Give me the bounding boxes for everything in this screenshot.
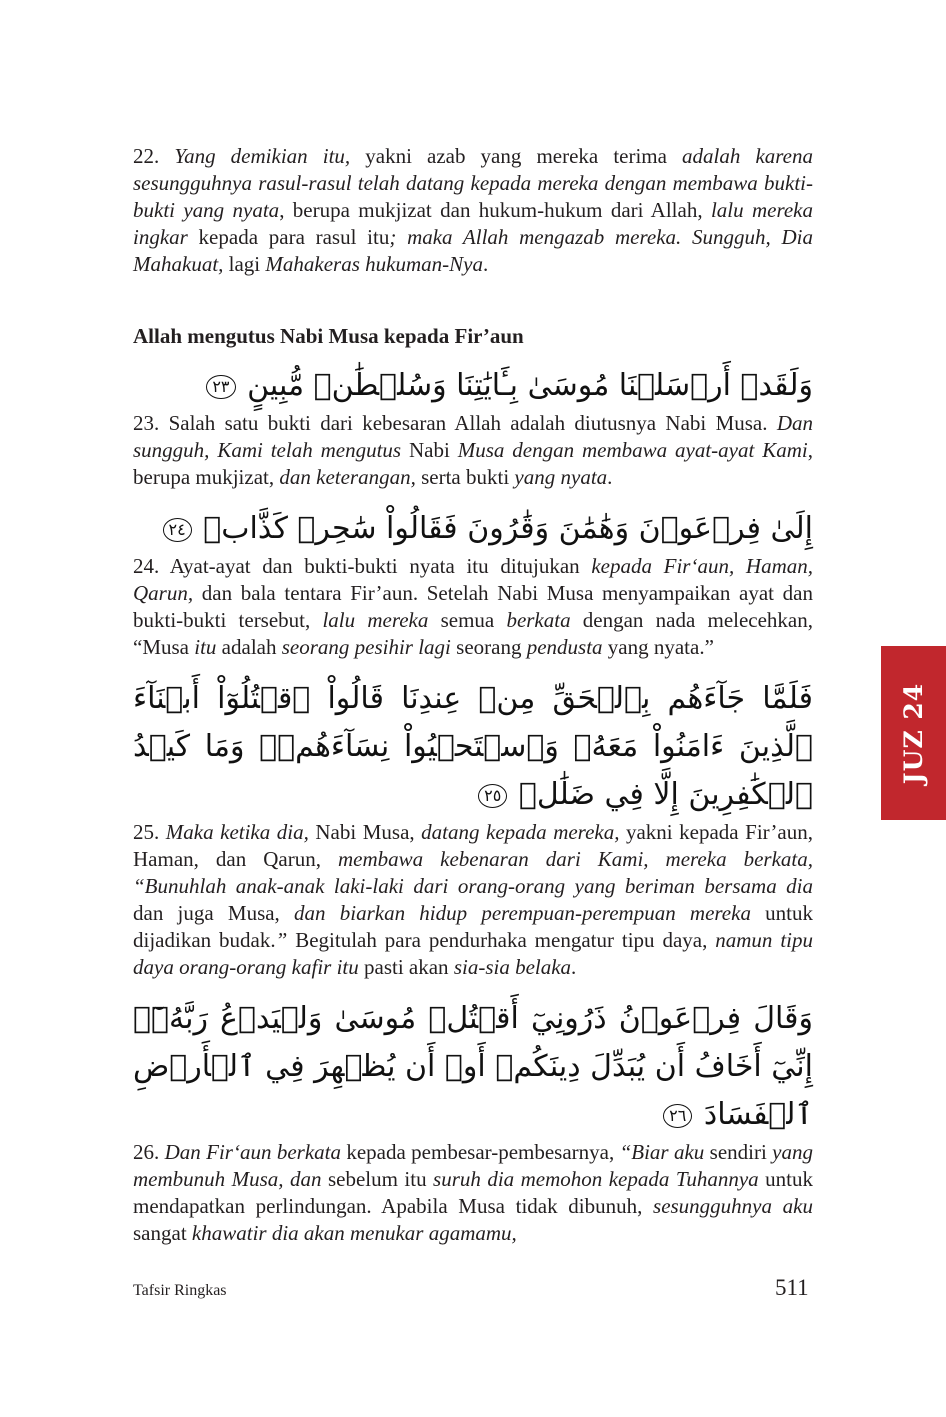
text-segment: sia-sia belaka [453, 955, 572, 979]
arabic-verse-24 [133, 505, 813, 553]
text-segment: yang membunuh Musa, dan [133, 1140, 813, 1191]
text-segment: untuk mendapatkan perlindungan. Apabila Musa tidak dibunuh, [133, 1167, 813, 1218]
text-segment: . [571, 955, 577, 979]
text-segment: lalu mereka [322, 608, 429, 632]
text-segment: Mahakeras hukuman-Nya [265, 252, 483, 276]
text-segment: Yang demikian itu, [174, 144, 351, 168]
text-segment: Maka ketika dia, [165, 820, 309, 844]
arabic-text: وَقَالَ فِرۡعَوۡنُ ذَرُونِيٓ أَقۡتُلۡ مُوسَىٰ وَلۡيَدۡعُ رَبَّهُۥٓۖ إِنِّيٓ أَخَافُ أَن يُبَدِّلَ دِينَكُمۡ أَوۡ أَن يُظۡهِرَ فِي ٱلۡأَرۡضِ ٱلۡفَسَادَ [133, 1001, 813, 1132]
text-segment: 25. [133, 820, 166, 844]
text-segment: berkata [506, 608, 571, 632]
text-segment: Dan Fir‘aun berkata [164, 1140, 341, 1164]
text-segment: pendusta [526, 635, 603, 659]
arabic-text: وَلَقَدۡ أَرۡسَلۡنَا مُوسَىٰ بِـَٔايَٰتِنَا وَسُلۡطَٰنٖ مُّبِينٍ [247, 368, 813, 403]
text-segment: serta bukti [415, 465, 515, 489]
text-segment: pasti akan [358, 955, 454, 979]
text-segment: Dan sungguh, Kami telah mengutus [133, 411, 813, 462]
text-segment: dan biarkan hidup perempuan-perempuan mereka [294, 901, 751, 925]
juz-label: JUZ 24 [899, 682, 928, 784]
paragraph-26 [133, 1139, 813, 1247]
text-segment: yakni kepada Fir’aun, Haman, dan Qarun, [133, 820, 814, 871]
verse-number-badge: ٢٤ [163, 518, 192, 542]
text-segment: adalah [216, 635, 282, 659]
text-segment: dan keterangan, [279, 465, 416, 489]
text-segment: dengan nada melecehkan, “Musa [133, 608, 814, 659]
text-segment: ” [275, 928, 288, 952]
arabic-text: إِلَىٰ فِرۡعَوۡنَ وَهَٰمَٰنَ وَقَٰرُونَ فَقَالُواْ سَٰحِرٞ كَذَّابٞ [203, 511, 813, 546]
text-segment: sangat [133, 1221, 192, 1245]
text-segment: seorang pesihir lagi [281, 635, 451, 659]
text-segment: sendiri [704, 1140, 773, 1164]
text-segment: 26. [133, 1140, 165, 1164]
verse-number-badge: ٢٥ [478, 784, 507, 808]
footer-page-number: 511 [775, 1275, 809, 1300]
page-content [133, 143, 813, 1247]
text-segment: , berupa mukjizat dan hukum-hukum dari Allah, [279, 198, 711, 222]
text-segment: 23. Salah satu bukti dari kebesaran Allah adalah diutusnya Nabi Musa. [133, 411, 777, 435]
text-segment: khawatir dia akan menukar agamamu, [191, 1221, 517, 1245]
text-segment: dan bala tentara Fir’aun. Setelah Nabi Musa menyampaikan ayat dan bukti-bukti tersebut, [133, 581, 813, 632]
text-segment: kepada Fir‘aun, Haman, Qarun, [133, 554, 813, 605]
text-segment: Nabi Musa, [308, 820, 422, 844]
verse-number-badge: ٢٦ [663, 1104, 692, 1128]
text-segment: Musa dengan membawa ayat-ayat Kami [457, 438, 808, 462]
text-segment: yakni azab yang mereka terima [350, 144, 683, 168]
paragraph-24 [133, 553, 813, 661]
arabic-verse-26 [133, 995, 813, 1139]
paragraph-23 [133, 410, 813, 491]
text-segment: untuk dijadikan budak. [133, 901, 813, 952]
text-segment: suruh dia memohon kepada Tuhannya [433, 1167, 759, 1191]
text-segment: , berupa mukjizat, [133, 438, 813, 489]
text-segment: itu [194, 635, 217, 659]
text-segment: 24. Ayat-ayat dan bukti-bukti nyata itu ditujukan [133, 554, 592, 578]
text-segment: datang kepada mereka, [421, 820, 620, 844]
text-segment: kepada pembesar-pembesarnya, [340, 1140, 620, 1164]
text-segment: seorang [450, 635, 527, 659]
text-segment: sebelum itu [321, 1167, 434, 1191]
paragraph-22 [133, 143, 813, 278]
text-segment: semua [428, 608, 507, 632]
text-segment: sesungguhnya aku [653, 1194, 813, 1218]
text-segment: yang nyata.” [602, 635, 714, 659]
text-segment: . [482, 252, 489, 276]
text-segment: . [607, 465, 613, 489]
text-segment: yang nyata [514, 465, 608, 489]
text-segment: Begitulah para pendurhaka mengatur tipu daya, [287, 928, 716, 952]
paragraph-25 [133, 819, 813, 981]
arabic-verse-23 [133, 362, 813, 410]
text-segment: membawa kebenaran dari Kami, mereka berkata, “Bunuhlah anak-anak laki-laki dari orang-orang yang beriman bersama dia [133, 847, 813, 898]
juz-side-tab [881, 646, 946, 820]
arabic-verse-25 [133, 675, 813, 819]
text-segment: lagi [223, 252, 266, 276]
text-segment: lalu mereka ingkar [133, 198, 813, 249]
text-segment: 22. [133, 144, 175, 168]
text-segment: Nabi [401, 438, 458, 462]
text-segment: kepada para rasul itu [187, 225, 390, 249]
footer-book-title: Tafsir Ringkas [133, 1282, 227, 1299]
text-segment: namun tipu daya orang-orang kafir itu [133, 928, 814, 979]
section-heading: Allah mengutus Nabi Musa kepada Fir’aun [133, 324, 524, 348]
text-segment: adalah karena sesungguhnya rasul-rasul telah datang kepada mereka dengan membawa bukti-bukti yang nyata [133, 144, 814, 222]
text-segment: ; maka Allah mengazab mereka. Sungguh, Dia Mahakuat, [133, 225, 813, 276]
verse-number-badge: ٢٣ [206, 375, 235, 399]
arabic-text: فَلَمَّا جَآءَهُم بِٱلۡحَقِّ مِنۡ عِندِنَا قَالُواْ ٱقۡتُلُوٓاْ أَبۡنَآءَ ٱلَّذِينَ ءَامَنُواْ مَعَهُۥ وَٱسۡتَحۡيُواْ نِسَآءَهُمۡۚ وَمَا كَيۡدُ ٱلۡكَٰفِرِينَ إِلَّا فِي ضَلَٰلٖ [133, 681, 813, 812]
text-segment: dan juga Musa, [133, 901, 295, 925]
text-segment: “Biar aku [619, 1140, 705, 1164]
